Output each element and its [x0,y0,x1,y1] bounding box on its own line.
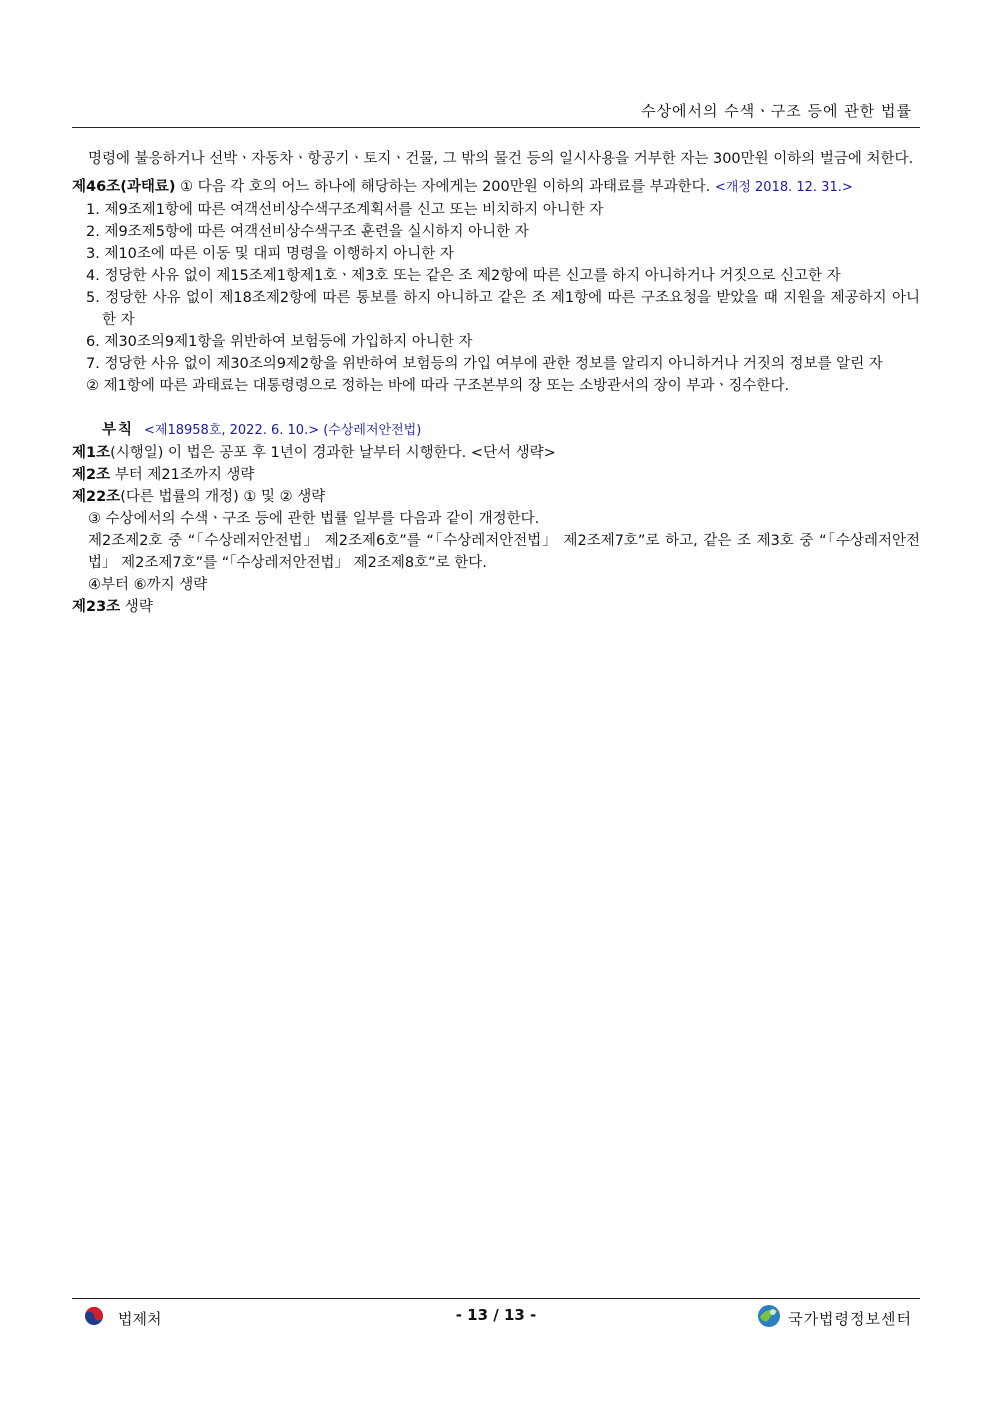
footer-right [756,1303,912,1333]
footer-divider [72,1298,920,1299]
law-center-logo-icon [756,1303,782,1333]
article-46-text: ① 다음 각 호의 어느 하나에 해당하는 자에게는 200만원 이하의 과태료를 부과한다. [175,179,715,195]
amendment-note: <개정 2018. 12. 31.> [714,180,853,195]
amendment-text: 제2조제2호 중 “「수상레저안전법」 제2조제6호”를 “「수상레저안전법」 제2조제7호”로 하고, 같은 조 제3호 중 “「수상레저안전법」 제2조제7호”를 “「수상레저안전법」 제2조제8호”로 한다. [88,533,920,571]
footer-law-center: 국가법령정보센터 [788,1309,912,1328]
header-divider [72,127,920,128]
addenda-label: 부칙 [102,422,135,438]
list-item: 5. 정당한 사유 없이 제18조제2항에 따른 통보를 하지 아니하고 같은 조 제1항에 따른 구조요청을 받았을 때 지원을 제공하지 아니한 자 [86,290,920,328]
addenda-reference: <제18958호, 2022. 6. 10.> (수상레저안전법) [144,423,422,438]
addenda-article-1: 제1조(시행일) 이 법은 공포 후 1년이 경과한 날부터 시행한다. <단서 생략> [72,445,556,461]
addenda-article-2: 제2조 부터 제21조까지 생략 [72,467,255,483]
paragraph-2: ② 제1항에 따른 과태료는 대통령령으로 정하는 바에 따라 구조본부의 장 또는 소방관서의 장이 부과ㆍ징수한다. [86,378,790,394]
addenda-heading [72,419,920,442]
article-46 [72,176,920,199]
addenda-article-22: 제22조(다른 법률의 개정) ① 및 ② 생략 [72,489,326,505]
addenda-article-22-para-3: ③ 수상에서의 수색ㆍ구조 등에 관한 법률 일부를 다음과 같이 개정한다. [88,511,540,527]
list-item: 3. 제10조에 따른 이동 및 대피 명령을 이행하지 아니한 자 [86,246,454,262]
addenda-article-22-para-4: ④부터 ⑥까지 생략 [88,577,208,593]
list-item: 6. 제30조의9제1항을 위반하여 보험등에 가입하지 아니한 자 [86,334,473,350]
footer-ministry: 법제처 [118,1309,162,1328]
continuation-paragraph: 명령에 불응하거나 선박ㆍ자동차ㆍ항공기ㆍ토지ㆍ건물, 그 밖의 물건 등의 일시사용을 거부한 자는 300만원 이하의 벌금에 처한다. [88,151,914,167]
header-title: 수상에서의 수색ㆍ구조 등에 관한 법률 [641,102,912,120]
article-46-title: 제46조(과태료) [72,179,176,195]
list-item: 1. 제9조제1항에 따른 여객선비상수색구조계획서를 신고 또는 비치하지 아니한 자 [86,202,604,218]
page-number: - 13 / 13 - [455,1306,537,1324]
list-item: 4. 정당한 사유 없이 제15조제1항제1호ㆍ제3호 또는 같은 조 제2항에 따른 신고를 하지 아니하거나 거짓으로 신고한 자 [86,268,841,284]
list-item: 7. 정당한 사유 없이 제30조의9제2항을 위반하여 보험등의 가입 여부에 관한 정보를 알리지 아니하거나 거짓의 정보를 알린 자 [86,356,883,372]
document-body [72,148,920,618]
list-item: 2. 제9조제5항에 따른 여객선비상수색구조 훈련을 실시하지 아니한 자 [86,224,529,240]
addenda-article-23: 제23조 생략 [72,599,153,615]
